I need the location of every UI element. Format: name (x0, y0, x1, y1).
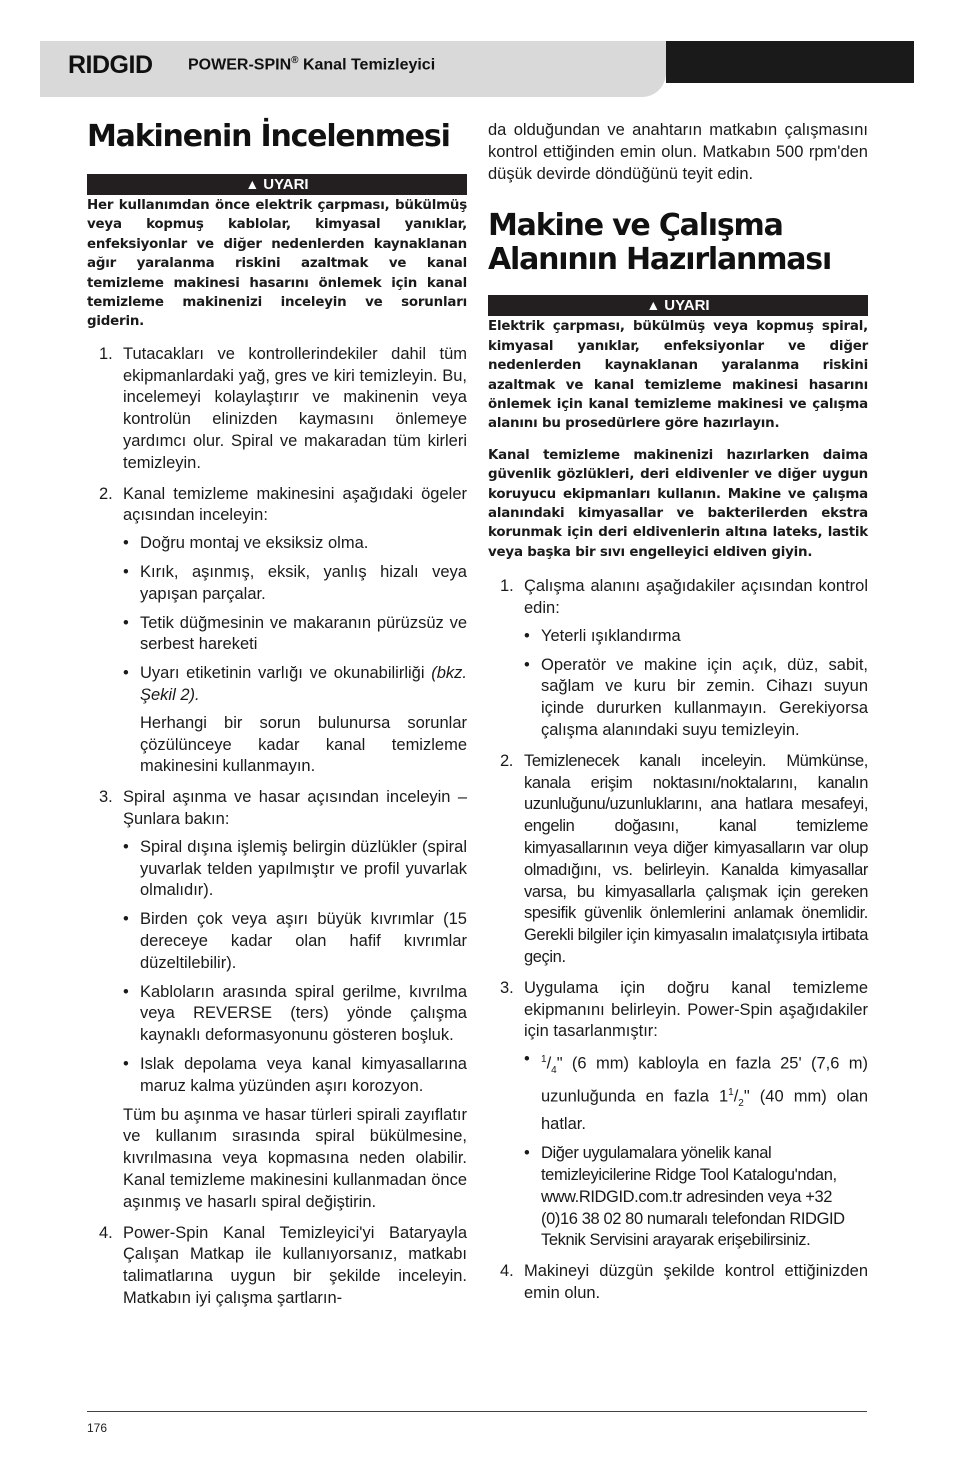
warning-triangle-icon: ▲ (245, 176, 260, 192)
list-item: 4. Power-Spin Kanal Temizleyici'yi Bataryayla Çalışan Matkap ile kullanıyorsanız, matkabı talimatlarına uygun bir şekilde inceleyin. Matkabın iyi çalışma şartların- (99, 1223, 467, 1307)
section-heading-inspection: Makinenin İncelenmesi (87, 119, 450, 154)
header-title: POWER-SPIN® Kanal Temizleyici (188, 55, 436, 74)
right-column (488, 120, 868, 1314)
section-heading-preparation: Makine ve Çalışma Alanının Hazırlanması (488, 208, 832, 278)
warning-text: Her kullanımdan önce elektrik çarpması, bükülmüş veya kopmuş kablolar, kimyasal yanıklar, enfeksiyonlar ve diğer nedenlerden kaynaklanan ağır yaralanma riskini azaltmak ve kanal temizleme makinesi hasarını önlemek için kanal temizleme makinenizi inceleyin ve sorunları giderin. (87, 198, 467, 330)
bullet-item: • Islak depolama veya kanal kimyasallarına maruz kalma yüzünden aşırı korozyon. (123, 1054, 467, 1095)
ridgid-logo: RIDGID (68, 51, 153, 79)
warning-bar: ▲ UYARI (87, 174, 467, 195)
list-item: 2. Temizlenecek kanalı inceleyin. Mümkünse, kanala erişim noktasını/noktalarını, kanalın uzunluğunu/uzunluklarını, ana hatlara mesafeyi, engelin doğasını, kanal temizleme kimyasallarının veya diğer kimyasalların var olup olmadığını, vs. belirleyin. Kanalda kimyasallar varsa, bu kimyasallarla çalışmak için gereken spesifik güvenlik önlemlerini anlamak önemlidir. Gerekli bilgiler için kimyasalın imalatçısıyla irtibata geçin. (500, 751, 868, 967)
list-item: 1. Çalışma alanını aşağıdakiler açısından kontrol edin: • Yeterli ışıklandırma • Operatör ve makine için açık, düz, sabit, sağlam ve kuru bir zemin. Cihazı suyun içinde dururken kullanmayın. Gerekiyorsa çalışma alanındaki suyu temizleyin. (488, 576, 868, 742)
warning-bar: ▲ UYARI (488, 295, 868, 316)
page-number: 176 (87, 1421, 108, 1435)
bullet-item: • Spiral dışına işlemiş belirgin düzlükler (spiral yuvarlak telden yapılmıştır ve profil yuvarlak olmalıdır). (123, 837, 467, 900)
bullet-item: • Kırık, aşınmış, eksik, yanlış hizalı veya yapışan parçalar. (123, 563, 467, 603)
warning-text: Elektrik çarpması, bükülmüş veya kopmuş spiral, kimyasal yanıklar, enfeksiyonlar ve diğer nedenlerden kaynaklanan yaralanma riskini azaltmak ve kanal temizleme makinesi hasarını önlemek için kanal temizleme makinesi ve çalışma alanını bu prosedürlere göre hazırlayın. (488, 319, 868, 432)
bullet-item: • Yeterli ışıklandırma (524, 626, 681, 645)
inspection-steps (87, 344, 467, 1310)
note-paragraph: Tüm bu aşınma ve hasar türleri spirali zayıflatır ve kullanım sırasında spiral bükülmesine, kıvrılmasına veya kopmasına neden olabilir. Kanal temizleme makinesini kullanmadan önce aşınmış ve hasarlı spiral değiştirin. (123, 1105, 467, 1211)
continued-paragraph: da olduğundan ve anahtarın matkabın çalışmasını kontrol ettiğinden emin olun. Matkabın 500 rpm'den düşük devirde döndüğünü teyit edin. (488, 121, 868, 183)
warning-text-ppe: Kanal temizleme makinenizi hazırlarken daima güvenlik gözlükleri, deri eldivenler ve diğer uygun koruyucu ekipmanları kullanın. Makine ve çalışma alanındaki kimyasallar ve bakterilerden ekstra korunmak için deri eldivenlerin altına lateks, lastik veya başka bir sıvı engelleyici eldiven giyin. (488, 447, 868, 560)
bullet-list (524, 1049, 868, 1252)
bullet-list (123, 533, 467, 778)
bullet-item: • $^1/_4$" (6 mm) kabloyla en fazla 25' (7,6 m) uzunluğunda en fazla $1^1/_2$" (40 mm) olan hatlar. (524, 1050, 868, 1134)
bullet-item: • Uyarı etiketinin varlığı ve okunabilirliği (bkz. Şekil 2). Herhangi bir sorun bulunursa sorunlar çözülünceye kadar kanal temizleme makinesini kullanmayın. (123, 663, 467, 778)
footer-rule (87, 1411, 867, 1412)
list-item: 4. Makineyi düzgün şekilde kontrol ettiğinizden emin olun. (500, 1262, 868, 1302)
warning-triangle-icon: ▲ (646, 297, 661, 314)
header-dark-band (666, 41, 914, 83)
list-item: 3. Spiral aşınma ve hasar açısından inceleyin – Şunlara bakın: • Spiral dışına işlemiş belirgin düzlükler (spiral yuvarlak telden yapılmıştır ve profil yuvarlak olmalıdır). • Birden çok veya aşırı büyük kıvrımlar (15 dereceye kadar olan hafif kıvrımlar düzeltilebilir). • Kabloların arasında spiral gerilme, kıvrılma veya REVERSE (ters) yönde çalışma kaynaklı deformasyonunu gösteren boşluk. • Islak depolama veya kanal kimyasallarına maruz kalma yüzünden aşırı korozyon. Tüm bu aşınma ve hasar türleri spirali zayıflatır ve kullanım sırasında spiral bükülmesine, kıvrılmasına veya kopmasına neden olabilir. Kanal temizleme makinesini kullanmadan önce aşınmış ve hasarlı spiral değiştirin. (87, 787, 467, 1213)
note-paragraph: Herhangi bir sorun bulunursa sorunlar çözülünceye kadar kanal temizleme makinesini kullanmayın. (140, 713, 467, 776)
bullet-item: • Birden çok veya aşırı büyük kıvrımlar (15 dereceye kadar olan hafif kıvrımlar düzeltilebilir). (123, 910, 467, 972)
list-item: 2. Kanal temizleme makinesini aşağıdaki ögeler açısından inceleyin: • Doğru montaj ve eksiksiz olma. • Kırık, aşınmış, eksik, yanlış hizalı veya yapışan parçalar. • Tetik düğmesinin ve makaranın pürüzsüz ve serbest hareketi • Uyarı etiketinin varlığı ve okunabilirliği (bkz. Şekil 2). Herhangi bir sorun bulunursa sorunlar çözülünceye kadar kanal temizleme makinesini kullanmayın. (87, 484, 467, 779)
preparation-steps (488, 576, 868, 1305)
bullet-item: • Doğru montaj ve eksiksiz olma. (123, 534, 369, 553)
left-column (87, 120, 467, 1319)
bullet-list (123, 837, 467, 1098)
figure-reference: (bkz. Şekil 2). (140, 664, 467, 704)
bullet-item: • Kabloların arasında spiral gerilme, kıvrılma veya REVERSE (ters) yönde çalışma kaynaklı deformasyonunu gösteren boşluk. (123, 982, 467, 1045)
bullet-list (524, 626, 868, 742)
bullet-item: • Diğer uygulamalara yönelik kanal temizleyicilerine Ridge Tool Katalogu'ndan, www.RIDGID.com.tr adresinden veya +32 (0)16 38 02 80 numaralı telefondan RIDGID Teknik Servisini arayarak erişebilirsiniz. (524, 1144, 845, 1250)
bullet-item: • Operatör ve makine için açık, düz, sabit, sağlam ve kuru bir zemin. Cihazı suyun içinde dururken kullanmayın. Gerekiyorsa çalışma alanındaki suyu temizleyin. (524, 655, 868, 740)
list-item: 1. Tutacakları ve kontrollerindekiler dahil tüm ekipmanlardaki yağ, gres ve kiri temizleyin. Bu, incelemeyi kolaylaştırır ve makinenin veya kontrolün elinizden kaymasını önlemeye yardımcı olur. Spiral ve makaradan tüm kirleri temizleyin. (99, 344, 467, 472)
bullet-item: • Tetik düğmesinin ve makaranın pürüzsüz ve serbest hareketi (123, 613, 467, 654)
list-item: 3. Uygulama için doğru kanal temizleme ekipmanını belirleyin. Power-Spin aşağıdakiler için tasarlanmıştır: • $^1/_4$" (6 mm) kabloyla en fazla 25' (7,6 m) uzunluğunda en fazla $1^1/_2$" (40 mm) olan hatlar. • Diğer uygulamalara yönelik kanal temizleyicilerine Ridge Tool Katalogu'ndan, www.RIDGID.com.tr adresinden veya +32 (0)16 38 02 80 numaralı telefondan RIDGID Teknik Servisini arayarak erişebilirsiniz. (488, 978, 868, 1252)
